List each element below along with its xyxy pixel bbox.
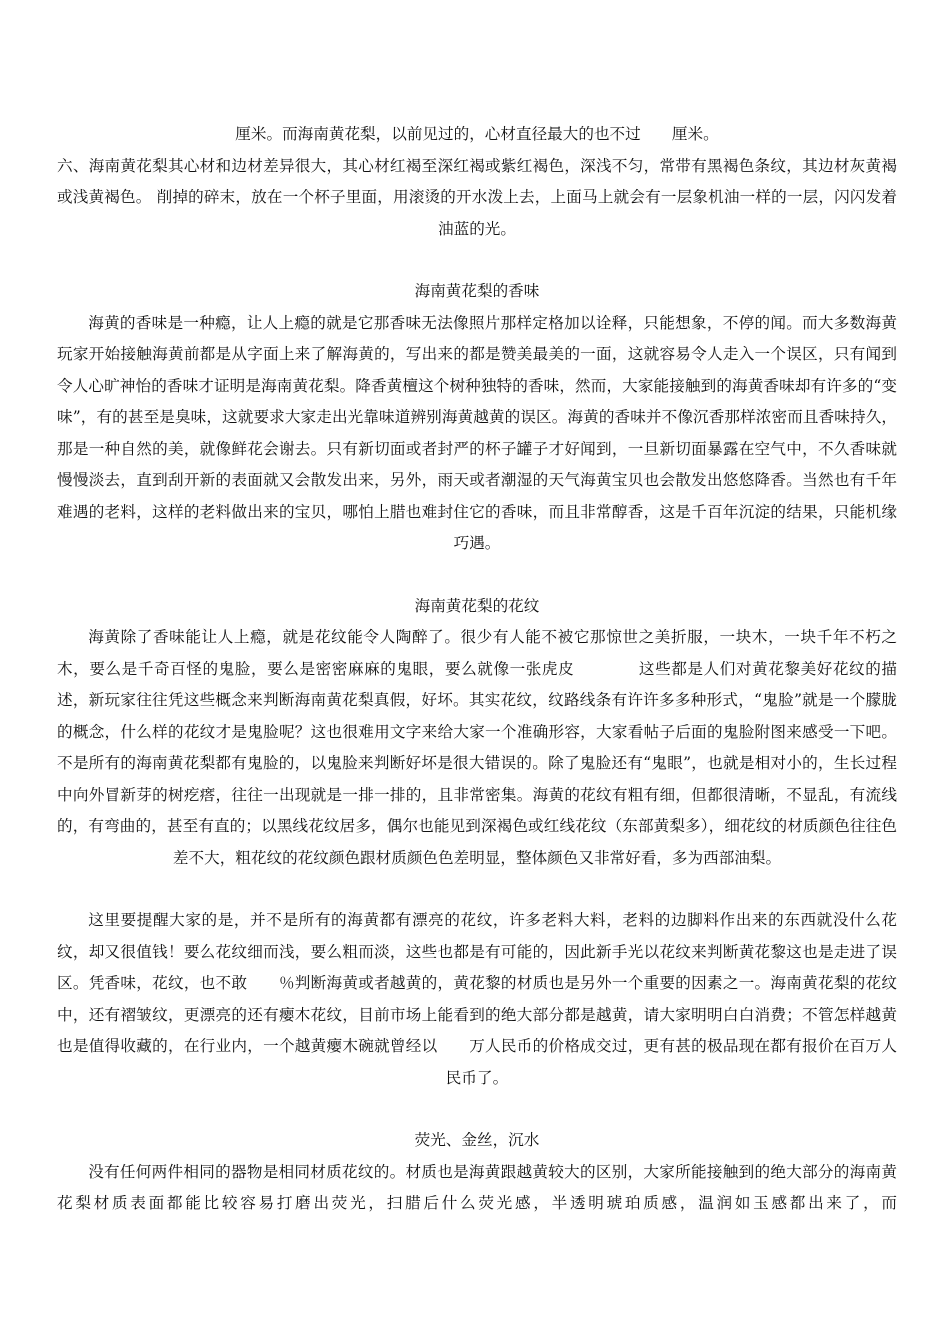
paragraph-material: 没有任何两件相同的器物是相同材质花纹的。材质也是海黄跟越黄较大的区别，大家所能接触到的绝大部分的海南黄花梨材质表面都能比较容易打磨出荧光，扫腊后什么荧光感，半透明琥珀质感，温润如玉感都出来了，而 <box>57 1162 897 1212</box>
section-heading-fluorescence: 荧光、金丝，沉水 <box>414 1131 540 1149</box>
section-heading-fragrance: 海南黄花梨的香味 <box>414 282 540 300</box>
paragraph-grain-reminder: 这里要提醒大家的是，并不是所有的海黄都有漂亮的花纹，许多老料大料，老料的边脚料作出来的东西就没什么花纹，却又很值钱！要么花纹细而浅，要么粗而淡，这些也都是有可能的，因此新手光以花纹来判断黄花黎这也是走进了误区。凭香味，花纹，也不敢 ％判断海黄或者越黄的，黄花黎的材质也是另外一个重要的因素之一。海南黄花梨的花纹中，还有褶皱纹，更漂亮的还有瘿木花纹，目前市场上能看到的绝大部分都是越黄，请大家明明白白消费；不管怎样越黄也是值得收藏的，在行业内，一个越黄瘿木碗就曾经以 万人民币的价格成交过，更有甚的极品现在都有报价在百万人民币了。 <box>57 911 897 1087</box>
paragraph-core-diameter: 厘米。而海南黄花梨，以前见过的，心材直径最大的也不过 厘米。 <box>235 125 719 143</box>
paragraph-fragrance: 海黄的香味是一种瘾，让人上瘾的就是它那香味无法像照片那样定格加以诠释，只能想象，不停的闻。而大多数海黄玩家开始接触海黄前都是从字面上来了解海黄的，写出来的都是赞美最美的一面，这就容易令人走入一个误区，只有闻到令人心旷神怡的香味才证明是海南黄花梨。降香黄檀这个树种独特的香味，然而，大家能接触到的海黄香味却有许多的“变味”，有的甚至是臭味，这就要求大家走出光靠味道辨别海黄越黄的误区。海黄的香味并不像沉香那样浓密而且香味持久，那是一种自然的美，就像鲜花会谢去。只有新切面或者封严的杯子罐子才好闻到，一旦新切面暴露在空气中，不久香味就慢慢淡去，直到刮开新的表面就又会散发出来，另外，雨天或者潮湿的天气海黄宝贝也会散发出悠悠降香。当然也有千年难遇的老料，这样的老料做出来的宝贝，哪怕上腊也难封住它的香味，而且非常醇香，这是千百年沉淀的结果，只能机缘巧遇。 <box>57 313 897 552</box>
paragraph-grain: 海黄除了香味能让人上瘾，就是花纹能令人陶醉了。很少有人能不被它那惊世之美折服，一块木，一块千年不朽之木，要么是千奇百怪的鬼脸，要么是密密麻麻的鬼眼，要么就像一张虎皮 这些都是人们对黄花黎美好花纹的描述，新玩家往往凭这些概念来判断海南黄花梨真假，好坏。其实花纹，纹路线条有许许多多种形式，“鬼脸”就是一个朦胧的概念，什么样的花纹才是鬼脸呢？这也很难用文字来给大家一个准确形容，大家看帖子后面的鬼脸附图来感受一下吧。不是所有的海南黄花梨都有鬼脸的，以鬼脸来判断好坏是很大错误的。除了鬼脸还有“鬼眼”，也就是相对小的，生长过程中向外冒新芽的树疙瘩，往往一出现就是一排一排的，且非常密集。海黄的花纹有粗有细，但都很清晰，不显乱，有流线的，有弯曲的，甚至有直的；以黑线花纹居多，偶尔也能见到深褐色或红线花纹（东部黄梨多），细花纹的材质颜色往往色差不大，粗花纹的花纹颜色跟材质颜色色差明显，整体颜色又非常好看，多为西部油梨。 <box>57 628 897 867</box>
paragraph-heartwood-sapwood: 六、海南黄花梨其心材和边材差异很大，其心材红褐至深红褐或紫红褐色，深浅不匀，常带有黑褐色条纹，其边材灰黄褐或浅黄褐色。 削掉的碎末，放在一个杯子里面，用滚烫的开水泼上去，上面马上就会有一层象机油一样的一层，闪闪发着油蓝的光。 <box>57 156 897 238</box>
document-body <box>57 119 897 1220</box>
section-heading-grain: 海南黄花梨的花纹 <box>414 596 540 615</box>
